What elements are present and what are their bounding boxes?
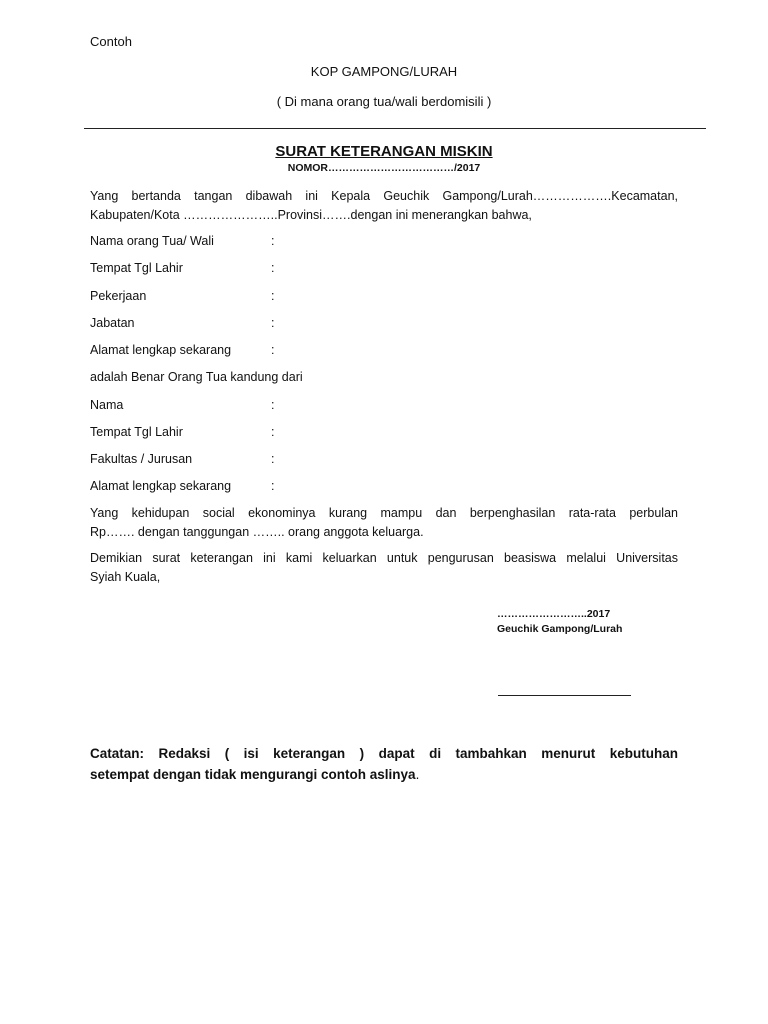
signature-line — [498, 695, 631, 696]
economy-line-2: Rp……. dengan tanggungan …….. orang anggota keluarga. — [90, 525, 424, 539]
field-label-child-address: Alamat lengkap sekarang — [90, 479, 232, 493]
field-label-child-name: Nama — [90, 398, 124, 412]
economy-line-1: Yang kehidupan social ekonominya kurang mampu dan berpenghasilan rata-rata perbulan — [90, 506, 678, 520]
example-label: Contoh — [90, 34, 132, 49]
field-colon: : — [271, 234, 275, 248]
closing-line-1: Demikian surat keterangan ini kami keluarkan untuk pengurusan beasiswa melalui Universitas — [90, 551, 678, 565]
signature-date: ……………………..2017 — [497, 608, 611, 620]
header-divider — [84, 128, 706, 129]
field-colon: : — [271, 398, 275, 412]
field-colon: : — [271, 479, 275, 493]
intro-line-1: Yang bertanda tangan dibawah ini Kepala Geuchik Gampong/Lurah……………….Kecamatan, — [90, 189, 678, 203]
field-label-parent-position: Jabatan — [90, 316, 135, 330]
field-colon: : — [271, 261, 275, 275]
field-label-child-faculty: Fakultas / Jurusan — [90, 452, 193, 466]
signature-role: Geuchik Gampong/Lurah — [497, 623, 623, 635]
intro-line-2: Kabupaten/Kota …………………..Provinsi…….dengan ini menerangkan bahwa, — [90, 208, 532, 222]
field-label-parent-address: Alamat lengkap sekarang — [90, 343, 232, 357]
letterhead-title: KOP GAMPONG/LURAH — [310, 64, 458, 79]
field-colon: : — [271, 343, 275, 357]
field-colon: : — [271, 316, 275, 330]
field-label-parent-birth: Tempat Tgl Lahir — [90, 261, 183, 275]
title-block — [0, 143, 768, 161]
document-title: SURAT KETERANGAN MISKIN — [275, 143, 493, 160]
field-colon: : — [271, 425, 275, 439]
domicile-note: ( Di mana orang tua/wali berdomisili ) — [276, 94, 492, 109]
field-colon: : — [271, 289, 275, 303]
field-label-parent-name: Nama orang Tua/ Wali — [90, 234, 214, 248]
note-line-1: Catatan: Redaksi ( isi keterangan ) dapat di tambahkan menurut kebutuhan — [90, 746, 678, 761]
note-trailing-period: . — [415, 767, 420, 782]
field-label-child-birth: Tempat Tgl Lahir — [90, 425, 183, 439]
document-number: NOMOR………………………………/2017 — [287, 162, 481, 174]
note-line-2-wrap — [90, 766, 678, 784]
closing-line-2: Syiah Kuala, — [90, 570, 161, 584]
field-colon: : — [271, 452, 275, 466]
note-line-2: setempat dengan tidak mengurangi contoh aslinya — [90, 767, 416, 782]
field-label-parent-job: Pekerjaan — [90, 289, 147, 303]
relation-text: adalah Benar Orang Tua kandung dari — [90, 370, 303, 384]
